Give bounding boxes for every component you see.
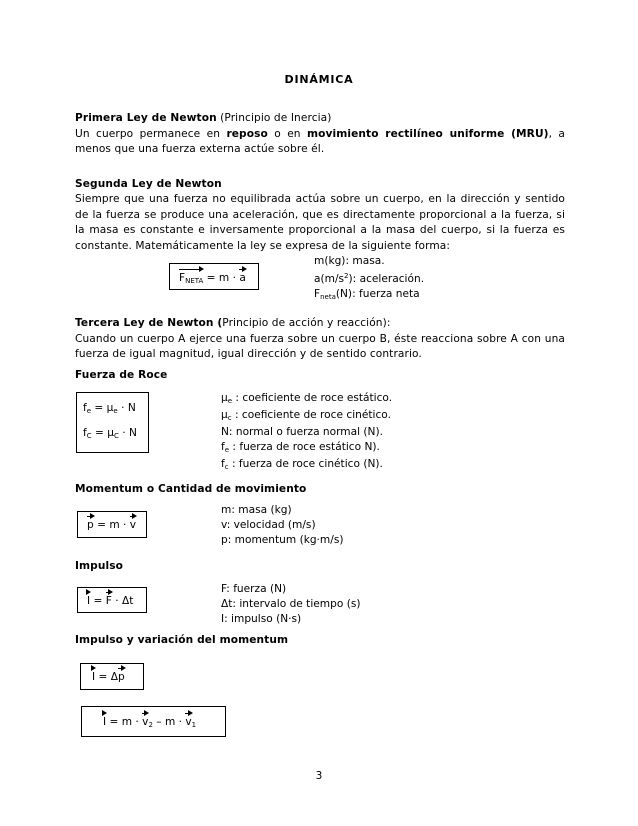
impulse-formula: I = F · Δt	[87, 595, 134, 607]
momentum-legend: m: masa (kg) v: velocidad (m/s) p: momentum (kg·m/s)	[221, 504, 344, 546]
impulse-heading: Impulso	[75, 560, 124, 572]
second-law-formula: $F_{NETA} = m \cdot a$	[179, 272, 246, 285]
friction-formula-kinetic: $f_C = \mu_C \cdot N$	[83, 427, 137, 440]
first-law-text-3: , a menos que una fuerza externa actúe sobre él.	[75, 127, 566, 156]
page-number: 3	[315, 770, 323, 782]
first-law-heading-paren: (Principio de Inercia)	[216, 112, 332, 124]
page-title: DINÁMICA	[284, 73, 354, 86]
first-law-text-1: Un cuerpo permanece en	[75, 127, 227, 140]
friction-formula-static: $f_e = \mu_e \cdot N$	[83, 402, 136, 415]
third-law-heading: Tercera Ley de Newton (	[75, 317, 223, 329]
third-law-section	[75, 316, 565, 363]
momentum-formula: p = m · v	[87, 519, 137, 531]
first-law-heading: Primera Ley de Newton	[75, 112, 217, 124]
second-law-heading: Segunda Ley de Newton	[75, 178, 222, 190]
impulse-momentum-formula-1: I = Δp	[92, 671, 125, 683]
first-law-text-2: o en	[267, 127, 307, 140]
momentum-heading: Momentum o Cantidad de movimiento	[75, 483, 307, 495]
impulse-momentum-formula-2: $I = m \cdot v_2 - m \cdot v_1$	[103, 716, 197, 729]
third-law-heading-rest: Principio de acción y reacción):	[222, 317, 391, 329]
third-law-body: Cuando un cuerpo A ejerce una fuerza sobre un cuerpo B, éste reacciona sobre A con una fuerza de igual magnitud, igual dirección y de sentido contrario.	[75, 332, 565, 361]
friction-legend: $\mu_e$ : coeficiente de roce estático. $\mu_c$ : coeficiente de roce cinético. N: normal o fuerza normal (N). $f_e$ : fuerza de roce estático N). $f_c$ : fuerza de roce cinético (N).	[221, 392, 393, 471]
first-law-bold-mru: movimiento rectilíneo uniforme (MRU)	[306, 127, 549, 140]
friction-heading: Fuerza de Roce	[75, 369, 168, 381]
impulse-legend: F: fuerza (N) Δt: intervalo de tiempo (s) I: impulso (N·s)	[221, 583, 361, 625]
first-law-bold-rest: reposo	[226, 127, 268, 140]
first-law-section	[75, 111, 565, 158]
second-law-body: Siempre que una fuerza no equilibrada actúa sobre un cuerpo, en la dirección y sentido de la fuerza se produce una aceleración, que es directamente proporcional a la fuerza, si la masa es constante e inversamente proporcional a la masa del cuerpo, si la fuerza es constante. Matemáticamente la ley se expresa de la siguiente forma:	[75, 193, 565, 252]
impulse-momentum-heading: Impulso y variación del momentum	[75, 634, 289, 646]
second-law-legend: m(kg): masa. $a(m/s^2)$: aceleración. $F_{neta}(N)$: fuerza neta	[314, 255, 425, 301]
